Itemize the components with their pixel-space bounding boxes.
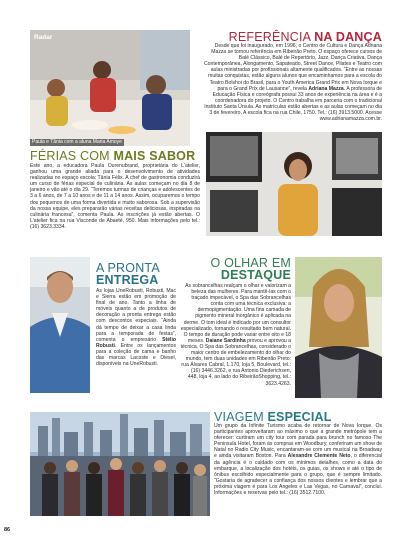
photo-dance-teacher: [206, 132, 382, 236]
section-title-viagem: VIAGEM ESPECIAL: [214, 410, 332, 424]
photo-businessman: [30, 257, 90, 393]
viagem-body: Um grupo da Infinite Turismo acaba de retornar de Nova Iorque. Os participantes aproveitaram ao máximo o que a grande metrópole tem a oferecer: curtiram um city tour com parada para brunch no famoso The Peninsula Hotel, foram às compras em Woodbury, conferiram um show de Natal no Radio City Music, encantaram-se com um musical na Broadway e ainda visitaram Boston. Para Alexandre Clemente Neto, o diferencial da agência é o cuidado com os mínimos detalhes, como a data do embarque, a localização dos hotéis, os guias, os shows e até o tipo de ônibus escolhido especialmente para o grupo, que é sempre limitado. “Gostaria de agradecer a confiança dos nossos clientes e lembrar que a próxima viagem é para Los Angeles e Las Vegas, no Carnaval”, conclui. Informações e reservas pelo tel.: (16) 3512.7100.: [214, 423, 382, 497]
photo-caption: Paula e Tânia com a aluna Maria Amoye: [32, 139, 122, 145]
photo-woman-eyebrows: [295, 257, 382, 398]
section-tag: Radar: [34, 34, 53, 41]
section-title-entrega: A PRONTA ENTREGA: [96, 261, 160, 287]
section-title-destaque: O OLHAR EM DESTAQUE: [210, 256, 291, 282]
page-number: 86: [4, 527, 11, 533]
photo-travel-group: [30, 412, 210, 516]
ferias-body: Este ano, a educadora Paula Ourenubrand, proprietária do L'atelier, ganhou uma grande aliada para o desenvolvimento de atividades realizadas no espaço escola: Tânia Félix. A chef de gastronomia conduzirá um curso de férias especial de culinária. As aulas começam no dia 8 de janeiro e vão até o dia 29. “Teremos turmas de crianças e adolescentes de 3 a 6 anos, de 7 a 10 anos e de 11 a 14 anos. Assim, ocuparemos o tempo dos pequenos de uma forma divertida e muito saborosa. Sob a supervisão da nossa equipe, eles prepararão várias receitas deliciosas, inspiradas na culinária francesa”, comenta Paula. As inscrições já estão abertas. O L'atelier fica na rua Visconde de Abaeté, 950. Mais informações pelo tel.: (16) 3623.3334.: [30, 163, 200, 230]
photo-cooking-class: [30, 30, 190, 146]
entrega-body: As lojas UneRobusti, Robusti, Mac e Sierra estão em promoção de final de ano. Tanto a linha de móveis quanto a de produtos de decoração a pronta entrega estão com descontos especiais. “Ainda dá tempo de deixar a casa linda para a temporada de festas”, comenta o empresário Stélio Robusti. Entre os lançamentos para a coleção de cama e banho das marcas Lacoste e Diesel, disponíveis na UneRobusti.: [96, 288, 176, 368]
section-title-ferias: FÉRIAS COM MAIS SABOR: [30, 149, 196, 163]
destaque-body: As sobrancelhas realçam o olhar e valorizam a beleza das mulheres. Para mantê-las com o traçado impecável, o Spa das Sobrancelhas conta com uma técnica exclusiva: a dermopigmentação. Uma fina camada de pigmento mineral inorgânico é aplicada na derme. O tom ideal é indicado por um consultor especializado, tornando o resultado bem natural. O tempo de duração pode variar entre oito e 18 meses. Daiane Sardinha provou e aprovou a técnica. O Spa das Sobrancelhas, considerado o maior centro de embelezamento do olhar do mundo, tem duas unidades em Ribeirão Preto: rua Álvares Cabral, 1.170, loja 5, Boulevard, tel.: (16) 3446.3262, e rua Antonio Diederichsen, 448, loja 4, ao lado do RibeirãoShopping, tel.: 3623.4263.: [180, 283, 291, 387]
section-title-referencia: REFERÊNCIA NA DANÇA: [228, 30, 382, 44]
referencia-body: Desde que foi inaugurado, em 1996, o Centro de Cultura e Dança Adriana Mazza se tornou referência em Ribeirão Preto. O espaço oferece cursos de Balé Clássico, Balé de Repertório, Jazz, Dança Criativa, Dança Contemporânea, Alongamento, Sapateado, Street Dance, Pilates e Teatro com aulas ministradas por profissionais altamente qualificados. “Entre as nossas muitas conquistas, estão alguns alunos que encaminhamos para a escola do Teatro Bolshoi do Brasil, para o Youth America Grand Prix em Nova Iorque e para o Grand Prix de Lausanne”, revela Adriana Mazza. A professora de Educação Física e coreógrafa possui 33 anos de experiência na área e é a coordenadora do projeto. O Centro trabalha em parceria com o tradicional Instituto Santa Úrsula. As matrículas estão abertas e as aulas começam no dia 3 de fevereiro. A escola fica na rua Chile, 1750. Tel.: (16) 3913.5000. Acesse www.adrianamazza.com.br.: [203, 43, 382, 123]
